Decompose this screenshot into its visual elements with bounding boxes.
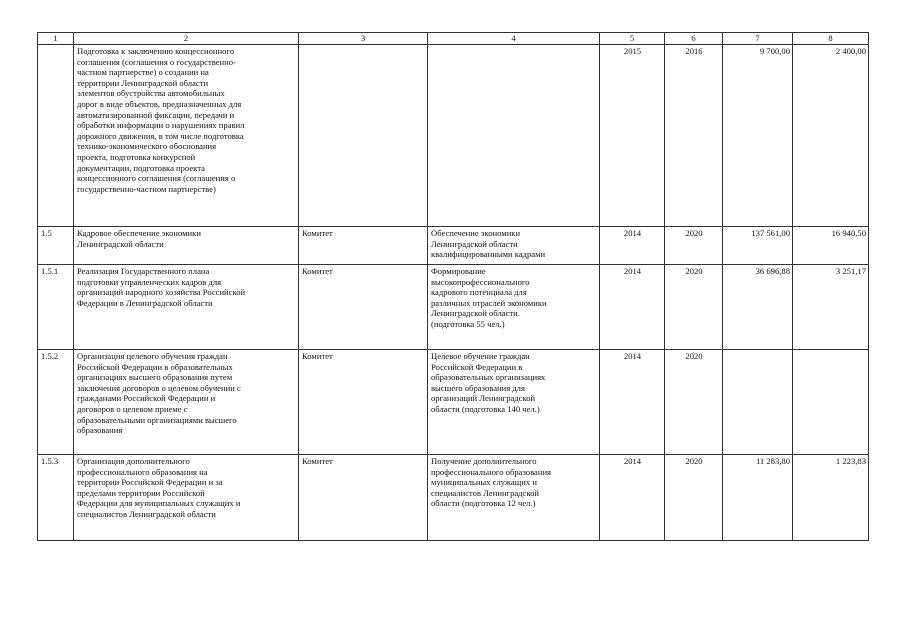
item-start-year: 2014	[600, 227, 665, 265]
item-total-amount: 11 283,80	[723, 455, 793, 541]
item-end-year: 2020	[665, 350, 723, 455]
item-start-year: 2014	[600, 455, 665, 541]
item-budget-amount: 2 400,00	[793, 45, 869, 227]
item-code: 1.5	[38, 227, 74, 265]
item-result: Целевое обучение граждан Российской Федерации в образовательных организациях высшего образования для организаций Ленинградской области (подготовка 140 чел.)	[428, 350, 600, 455]
item-executor: Комитет	[299, 227, 428, 265]
item-executor	[299, 45, 428, 227]
column-number-7: 7	[723, 33, 793, 45]
column-number-1: 1	[38, 33, 74, 45]
item-code: 1.5.1	[38, 265, 74, 350]
program-table	[37, 32, 869, 541]
item-end-year: 2020	[665, 227, 723, 265]
item-name: Организация целевого обучения граждан Российской Федерации в образовательных организациях высшего образования путем заключения договоров о целевом обучении с гражданами Российской Федерации и договоров о целевом приеме с образовательными организациями высшего образования	[74, 350, 299, 455]
item-start-year: 2015	[600, 45, 665, 227]
item-executor: Комитет	[299, 265, 428, 350]
item-name: Реализация Государственного плана подготовки управленческих кадров для организаций народного хозяйства Российской Федерации в Ленинградской области	[74, 265, 299, 350]
column-number-3: 3	[299, 33, 428, 45]
item-result: Обеспечение экономики Ленинградской области квалифицированными кадрами	[428, 227, 600, 265]
item-code	[38, 45, 74, 227]
column-number-6: 6	[665, 33, 723, 45]
column-number-4: 4	[428, 33, 600, 45]
item-start-year: 2014	[600, 265, 665, 350]
item-name: Организация дополнительного профессионального образования на территории Российской Федерации и за пределами территории Российской Федерации для муниципальных служащих и специалистов Ленинградской области	[74, 455, 299, 541]
item-total-amount: 36 696,88	[723, 265, 793, 350]
item-name: Кадровое обеспечение экономики Ленинградской области	[74, 227, 299, 265]
item-budget-amount: 16 940,50	[793, 227, 869, 265]
item-start-year: 2014	[600, 350, 665, 455]
item-end-year: 2020	[665, 455, 723, 541]
column-number-8: 8	[793, 33, 869, 45]
column-number-5: 5	[600, 33, 665, 45]
item-result: Формирование высокопрофессионального кадрового потенциала для различных отраслей экономики Ленинградской области. (подготовка 55 чел.)	[428, 265, 600, 350]
table-row	[38, 227, 869, 265]
column-number-2: 2	[74, 33, 299, 45]
item-end-year: 2016	[665, 45, 723, 227]
item-result: Получение дополнительного профессионального образования муниципальных служащих и специалистов Ленинградской области (подготовка 12 чел.)	[428, 455, 600, 541]
item-end-year: 2020	[665, 265, 723, 350]
item-budget-amount: 3 251,17	[793, 265, 869, 350]
header-row	[38, 33, 869, 45]
item-result	[428, 45, 600, 227]
table-row	[38, 350, 869, 455]
item-total-amount	[723, 350, 793, 455]
item-executor: Комитет	[299, 350, 428, 455]
item-total-amount: 137 561,00	[723, 227, 793, 265]
table-row	[38, 265, 869, 350]
item-budget-amount: 1 223,83	[793, 455, 869, 541]
item-code: 1.5.3	[38, 455, 74, 541]
item-code: 1.5.2	[38, 350, 74, 455]
item-executor: Комитет	[299, 455, 428, 541]
item-budget-amount	[793, 350, 869, 455]
table-row	[38, 455, 869, 541]
item-name: Подготовка к заключению концессионного соглашения (соглашения о государственно- частном партнерстве) о создании на территории Ленинградской области элементов обустройства автомобильных дорог в виде объектов, предназначенных для автоматизированной фиксации, передачи и обработки информации о нарушениях правил дорожного движения, в том числе подготовка технико-экономического обоснования проекта, подготовка конкурсной документации, подготовка проекта концессионного соглашения (соглашения о государственно-частном партнерстве)	[74, 45, 299, 227]
table-row	[38, 45, 869, 227]
item-total-amount: 9 700,00	[723, 45, 793, 227]
